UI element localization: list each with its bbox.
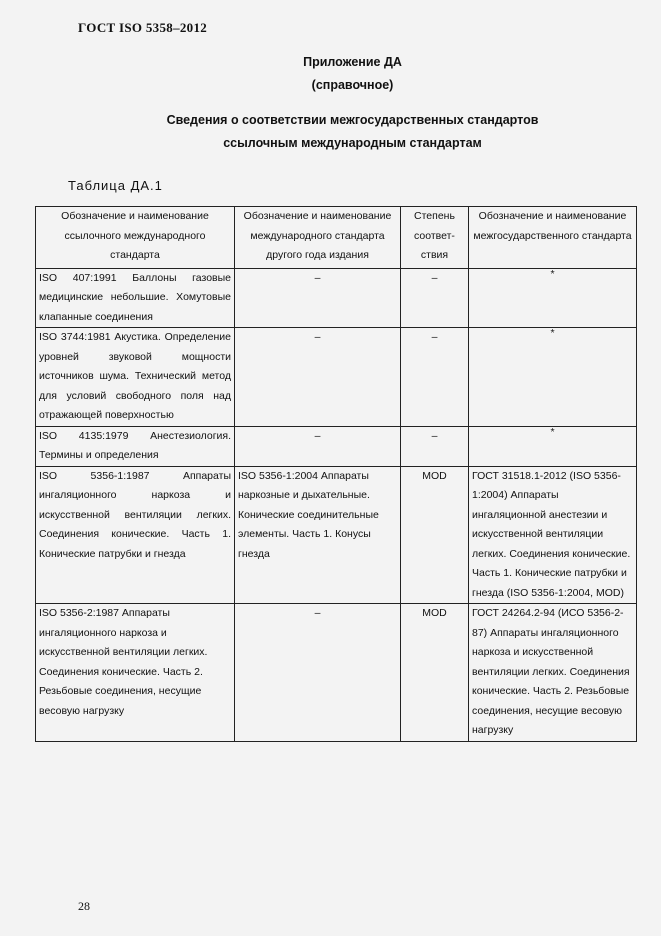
document-header: ГОСТ ISO 5358–2012: [78, 20, 208, 35]
column-header-other-edition: Обозначение и наименование международного стандарта другого года издания: [235, 207, 401, 269]
cell-interstate: ГОСТ 24264.2-94 (ИСО 5356-2-87) Аппараты ингаляционного наркоза и искусственной вентиляции легких. Соединения конические. Часть 2. Резьбовые соединения, несущие весовую нагрузку: [469, 604, 637, 742]
table-caption: Таблица ДА.1: [68, 178, 163, 193]
table-header-row: [36, 207, 637, 269]
table-row: [36, 426, 637, 466]
appendix-title: Приложение ДА: [303, 55, 402, 69]
cell-interstate: *: [469, 426, 637, 466]
column-header-degree: Степень соответ-ствия: [401, 207, 469, 269]
table-row: [36, 604, 637, 742]
cell-reference: ISO 4135:1979 Анестезиология. Термины и определения: [36, 426, 235, 466]
table-row: [36, 268, 637, 328]
cell-reference: ISO 407:1991 Баллоны газовые медицинские небольшие. Хомутовые клапанные соединения: [36, 268, 235, 328]
cell-degree: –: [401, 328, 469, 427]
table-row: [36, 328, 637, 427]
appendix-heading-line2: ссылочным международным стандартам: [223, 136, 482, 150]
cell-reference: ISO 5356-2:1987 Аппараты ингаляционного наркоза и искусственной вентиляции легких. Соединения конические. Часть 2. Резьбовые соединения, несущие весовую нагрузку: [36, 604, 235, 742]
cell-other-edition: –: [235, 604, 401, 742]
cell-reference: ISO 3744:1981 Акустика. Определение уровней звуковой мощности источников шума. Технический метод для условий свободного поля над отражающей поверхностью: [36, 328, 235, 427]
appendix-heading-line1: Сведения о соответствии межгосударственных стандартов: [166, 113, 539, 127]
cell-other-edition: –: [235, 268, 401, 328]
cell-interstate: ГОСТ 31518.1-2012 (ISO 5356-1:2004) Аппараты ингаляционной анестезии и искусственной вентиляции легких. Соединения конические. Часть 1. Конические патрубки и гнезда (ISO 5356-1:2004, MOD): [469, 466, 637, 604]
cell-degree: MOD: [401, 466, 469, 604]
cell-other-edition: ISO 5356-1:2004 Аппараты наркозные и дыхательные. Конические соединительные элементы. Часть 1. Конусы гнезда: [235, 466, 401, 604]
column-header-reference: Обозначение и наименование ссылочного международного стандарта: [36, 207, 235, 269]
standards-table: [35, 206, 637, 742]
cell-degree: –: [401, 426, 469, 466]
page-number: 28: [78, 899, 90, 913]
column-header-interstate: Обозначение и наименование межгосударственного стандарта: [469, 207, 637, 269]
cell-interstate: *: [469, 268, 637, 328]
cell-reference: ISO 5356-1:1987 Аппараты ингаляционного наркоза и искусственной вентиляции легких. Соединения конические. Часть 1. Конические патрубки и гнезда: [36, 466, 235, 604]
appendix-subtitle: (справочное): [311, 78, 394, 92]
cell-degree: –: [401, 268, 469, 328]
cell-interstate: *: [469, 328, 637, 427]
cell-degree: MOD: [401, 604, 469, 742]
cell-other-edition: –: [235, 426, 401, 466]
table-row: [36, 466, 637, 604]
cell-other-edition: –: [235, 328, 401, 427]
